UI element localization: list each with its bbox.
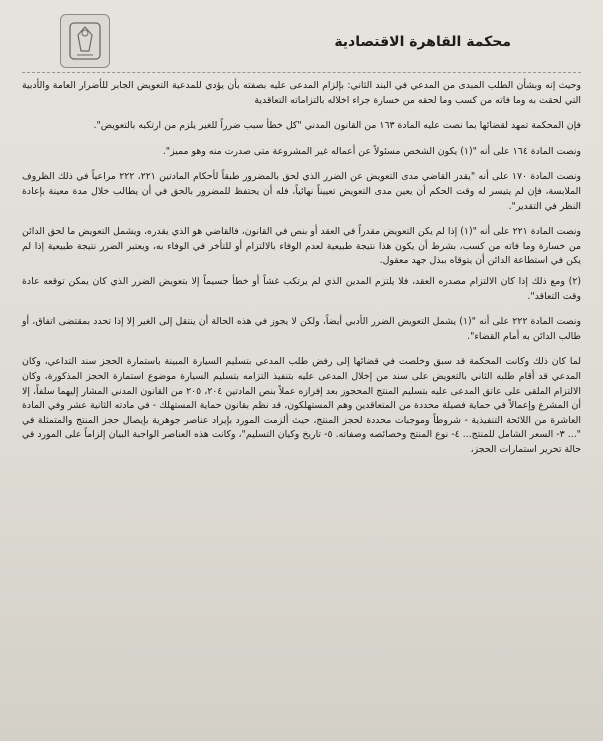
state-seal-icon: [60, 14, 110, 68]
document-body: [22, 79, 581, 457]
paragraph-article-221: ونصت المادة ٢٢١ على أنه "(١) إذا لم يكن التعويض مقدراً في العقد أو بنص في القانون، فالقاضي هو الذي يقدره، ويشمل التعويض ما لحق الدائن من خسارة وما فاته من كسب، بشرط أن يكون هذا نتيجة طبيعية لعدم الوفاء بالالتزام أو للتأخر في الوفاء به، ويعتبر الضرر نتيجة طبيعية إذا لم يكن في استطاعة الدائن أن يتوقاه ببذل جهد معقول.: [22, 226, 581, 267]
document-header: [22, 10, 581, 73]
paragraph-article-222: ونصت المادة ٢٢٢ على أنه "(١) يشمل التعويض الضرر الأدبي أيضاً، ولكن لا يجوز في هذه الحالة أن ينتقل إلى الغير إلا إذا تحدد بمقتضى اتفاق، أو طالب الدائن به أمام القضاء".: [22, 316, 581, 342]
paragraph-article-163: فإن المحكمة تمهد لقضائها بما نصت عليه المادة ١٦٣ من القانون المدني "كل خطأ سبب ضرراً للغير يلزم من ارتكبه بالتعويض".: [93, 120, 581, 132]
paragraph-claim: وحيث إنه وبشأن الطلب المبدى من المدعي في البند الثاني: بإلزام المدعى عليه بصفته بأن يؤدي للمدعية التعويض الجابر للأضرار العامة والأدبية التي لحقت به وما فاته من كسب وما لحقه من خسارة جراء اخلاله بالتزاماته التعاقدية: [22, 80, 581, 106]
paragraph-article-170: ونصت المادة ١٧٠ على أنه "يقدر القاضي مدى التعويض عن الضرر الذي لحق بالمضرور طبقاً لأحكام المادتين ٢٢١، ٢٢٢ مراعياً في ذلك الظروف الملابسة، فإن لم يتيسر له وقت الحكم أن يعين مدى التعويض تعييناً نهائياً، فله أن يحتفظ للمضرور بالحق في أن يطالب خلال مدة معينة بإعادة النظر في التقدير".: [22, 171, 582, 212]
paragraph-conclusion: لما كان ذلك وكانت المحكمة قد سبق وخلصت في قضائها إلى رفض طلب المدعي بتسليم السيارة المبينة باستمارة الحجز سند التداعي، وكان المدعي قد أقام طلبه الثاني بالتعويض على سند من إخلال المدعى عليه بتنفيذ التزامه بتسليم السيارة موضوع استمارة الحجز المذكورة، وكان الالتزام الملقى على عاتق المدعى عليه بتسليم المنتج المحجوز بعد إفرازه عملاً بنص المادتين ٢٠٤، ٢٠٥ من القانون المدني المشار إليهما سلفاً، إلا أن المشرع وإعمالاً في حماية فصيلة محددة من المتعاقدين وهم المستهلكون، قد نظم بقانون حماية المستهلك - في مادته الثانية عشر وفي المادة العاشرة من اللائحة التنفيذية - شروطاً وموجبات محددة لحجز المنتج، حيث ألزمت المورد بإيراد عناصر جوهرية بإيصال حجز المنتج والمتمثلة في "... ٣- السعر الشامل للمنتج... ٤- نوع المنتج وخصائصه وصفاته. ٥- تاريخ وكيان التسليم"، وكانت هذه العناصر الواجبة البيان إلزاماً على المورد في حالة تحرير استمارات الحجز،: [22, 356, 581, 455]
paragraph-article-221-b: (٢) ومع ذلك إذا كان الالتزام مصدره العقد، فلا يلتزم المدين الذي لم يرتكب غشاً أو خطأ جسيماً إلا بتعويض الضرر الذي كان يمكن توقعه عادة وقت التعاقد".: [22, 275, 581, 302]
paragraph-article-164: ونصت المادة ١٦٤ على أنه "(١) يكون الشخص مسئولاً عن أعماله غير المشروعة متى صدرت منه وهو مميز".: [162, 145, 581, 157]
court-name: محكمة القاهرة الاقتصادية: [334, 34, 511, 50]
